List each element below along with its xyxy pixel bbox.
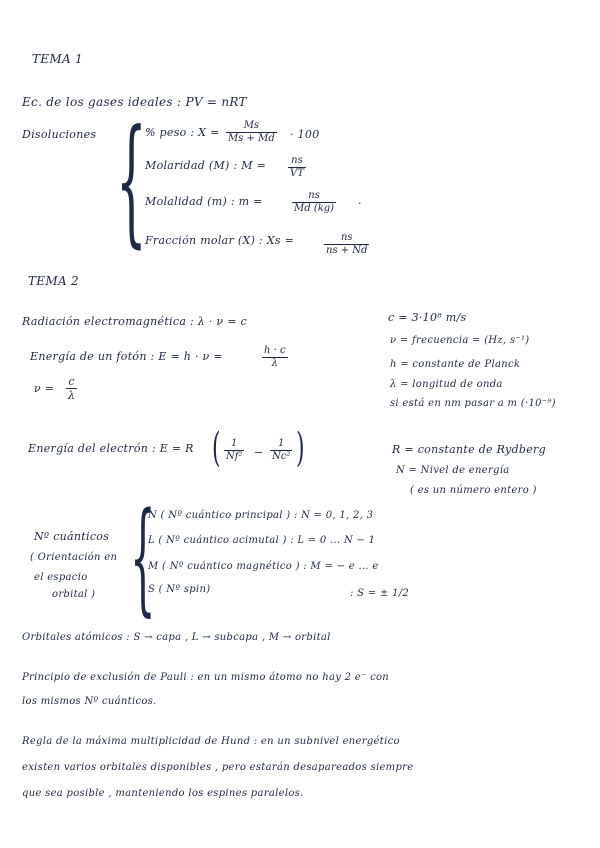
- energia-foton-label: Energía de un fotón : E = h · ν =: [30, 350, 223, 363]
- electron-fraction-2-numerator: 1: [270, 438, 292, 451]
- h-definition: h = constante de Planck: [390, 359, 521, 370]
- electron-fraction-1-denominator: Nf²: [226, 451, 243, 462]
- n-note: ( es un número entero ): [410, 485, 537, 496]
- orbitales-line: Orbitales atómicos : S → capa , L → subcapa , M → orbital: [22, 632, 331, 643]
- molalidad-tail: .: [358, 194, 362, 207]
- cuanticos-brace: {: [130, 486, 156, 628]
- left-paren: (: [212, 425, 221, 471]
- molaridad-numerator: ns: [288, 155, 306, 168]
- molaridad-label: Molaridad (M) : M =: [145, 159, 267, 172]
- peso-denominator: Ms + Md: [228, 133, 275, 144]
- molalidad-label: Molalidad (m) : m =: [145, 195, 263, 208]
- energia-electron-label: Energía del electrón : E = R: [28, 442, 194, 455]
- disoluciones-label: Disoluciones: [22, 128, 97, 141]
- peso-numerator: Ms: [226, 120, 277, 133]
- electron-fraction-2: [270, 438, 292, 463]
- peso-tail: · 100: [290, 128, 320, 141]
- fraccion-label: Fracción molar (X) : Xs =: [145, 234, 295, 247]
- right-paren: ): [296, 425, 305, 471]
- molalidad-denominator: Md (kg): [294, 203, 335, 214]
- c-definition: c = 3·10⁸ m/s: [388, 311, 467, 324]
- electron-fraction-1-numerator: 1: [224, 438, 244, 451]
- lambda-note: si está en nm pasar a m (·10⁻⁹): [390, 398, 556, 409]
- m-magnetico: M ( Nº cuántico magnético ) : M = − e ... e: [148, 561, 379, 572]
- molalidad-numerator: ns: [292, 190, 336, 203]
- cuanticos-label: Nº cuánticos: [34, 530, 110, 543]
- lambda-definition: λ = longitud de onda: [390, 379, 503, 390]
- energia-foton-denominator: λ: [271, 358, 278, 369]
- pauli-line-2: los mismos Nº cuánticos.: [22, 696, 157, 707]
- radiacion-equation: Radiación electromagnética : λ · ν = c: [22, 315, 247, 328]
- tema2-title: TEMA 2: [28, 274, 79, 288]
- molaridad-denominator: VT: [290, 168, 304, 179]
- molalidad-fraction: [292, 190, 336, 215]
- cuanticos-note-1: ( Orientación en: [30, 552, 118, 563]
- peso-label: % peso : X =: [145, 126, 220, 139]
- electron-fraction-2-denominator: Nc²: [272, 451, 291, 462]
- peso-fraction: [226, 120, 277, 145]
- energia-foton-numerator: h · c: [264, 345, 286, 356]
- fraccion-fraction: [324, 232, 369, 257]
- s-spin: S ( Nº spin): [148, 584, 211, 595]
- disoluciones-brace: {: [116, 100, 147, 261]
- gases-equation: Ec. de los gases ideales : PV = nRT: [22, 95, 247, 109]
- electron-minus: −: [254, 446, 264, 459]
- hund-line-3: que sea posible , manteniendo los espines paralelos.: [22, 788, 304, 799]
- pauli-line-1: Principio de exclusión de Pauli : en un mismo átomo no hay 2 e⁻ con: [22, 672, 390, 683]
- cuanticos-note-3: orbital ): [52, 589, 96, 600]
- r-definition: R = constante de Rydberg: [392, 443, 546, 456]
- n-principal: N ( Nº cuántico principal ) : N = 0, 1, 2, 3: [148, 510, 374, 521]
- energia-foton-fraction: [262, 345, 288, 370]
- v-fraction: [66, 375, 77, 402]
- v-denominator: λ: [68, 389, 75, 403]
- hund-line-1: Regla de la máxima multiplicidad de Hund : en un subnivel energético: [22, 736, 400, 747]
- n-definition: N = Nivel de energía: [396, 465, 510, 476]
- l-acimutal: L ( Nº cuántico acimutal ) : L = 0 ... N − 1: [148, 535, 376, 546]
- s-value: : S = ± 1/2: [350, 588, 410, 599]
- cuanticos-note-2: el espacio: [34, 572, 88, 583]
- fraccion-denominator: ns + Nd: [326, 245, 368, 256]
- tema1-title: TEMA 1: [32, 52, 83, 66]
- electron-fraction-1: [224, 438, 244, 463]
- v-numerator: c: [66, 375, 77, 389]
- v-definition: ν = frecuencia = (Hz, s⁻¹): [390, 335, 530, 346]
- fraccion-numerator: ns: [324, 232, 369, 245]
- molaridad-fraction: [288, 155, 306, 180]
- v-label: ν =: [34, 382, 55, 395]
- hund-line-2: existen varios orbitales disponibles , pero estarán desapareados siempre: [22, 762, 414, 773]
